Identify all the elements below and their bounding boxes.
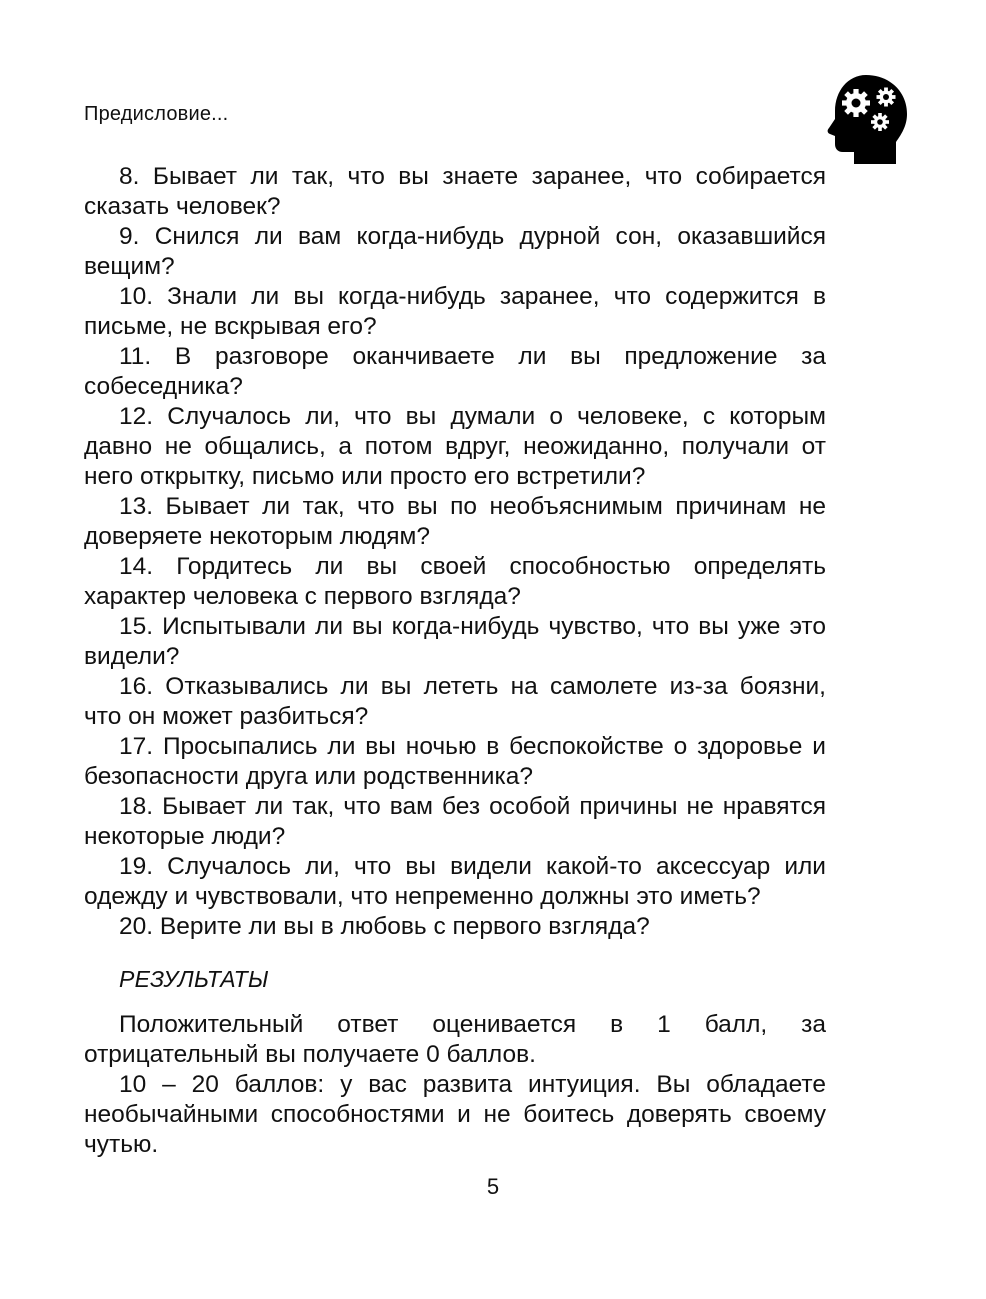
page-number: 5: [486, 1174, 500, 1199]
running-header: Предисловие...: [84, 103, 229, 125]
question-13: 13. Бывает ли так, что вы по необъяснимым причинам не доверяете некоторым людям?: [84, 493, 826, 550]
page-body: [84, 162, 826, 1160]
head-with-gears-icon: [826, 72, 916, 164]
question-12: 12. Случалось ли, что вы думали о человеке, с которым давно не общались, а потом вдруг, неожиданно, получали от него открытку, письмо или просто его встретили?: [84, 403, 826, 490]
question-17: 17. Просыпались ли вы ночью в беспокойстве о здоровье и безопасности друга или родственника?: [84, 733, 826, 790]
results-paragraph-scoring: Положительный ответ оценивается в 1 балл, за отрицательный вы получаете 0 баллов.: [84, 1011, 826, 1068]
question-15: 15. Испытывали ли вы когда-нибудь чувство, что вы уже это видели?: [84, 613, 826, 670]
question-14: 14. Гордитесь ли вы своей способностью определять характер человека с первого взгляда?: [84, 553, 826, 610]
question-18: 18. Бывает ли так, что вам без особой причины не нравятся некоторые люди?: [84, 793, 826, 850]
question-11: 11. В разговоре оканчиваете ли вы предложение за собеседника?: [84, 343, 826, 400]
question-19: 19. Случалось ли, что вы видели какой-то аксессуар или одежду и чувствовали, что непременно должны это иметь?: [84, 853, 826, 910]
question-8: 8. Бывает ли так, что вы знаете заранее, что собирается сказать человек?: [84, 163, 826, 220]
question-10: 10. Знали ли вы когда-нибудь заранее, что содержится в письме, не вскрывая его?: [84, 283, 826, 340]
results-paragraph-high-score: 10 – 20 баллов: у вас развита интуиция. Вы обладаете необычайными способностями и не боитесь доверять своему чутью.: [84, 1071, 826, 1158]
results-title: РЕЗУЛЬТАТЫ: [119, 966, 269, 992]
question-20: 20. Верите ли вы в любовь с первого взгляда?: [119, 913, 650, 940]
question-9: 9. Снился ли вам когда-нибудь дурной сон, оказавшийся вещим?: [84, 223, 826, 280]
question-16: 16. Отказывались ли вы лететь на самолете из-за боязни, что он может разбиться?: [84, 673, 826, 730]
